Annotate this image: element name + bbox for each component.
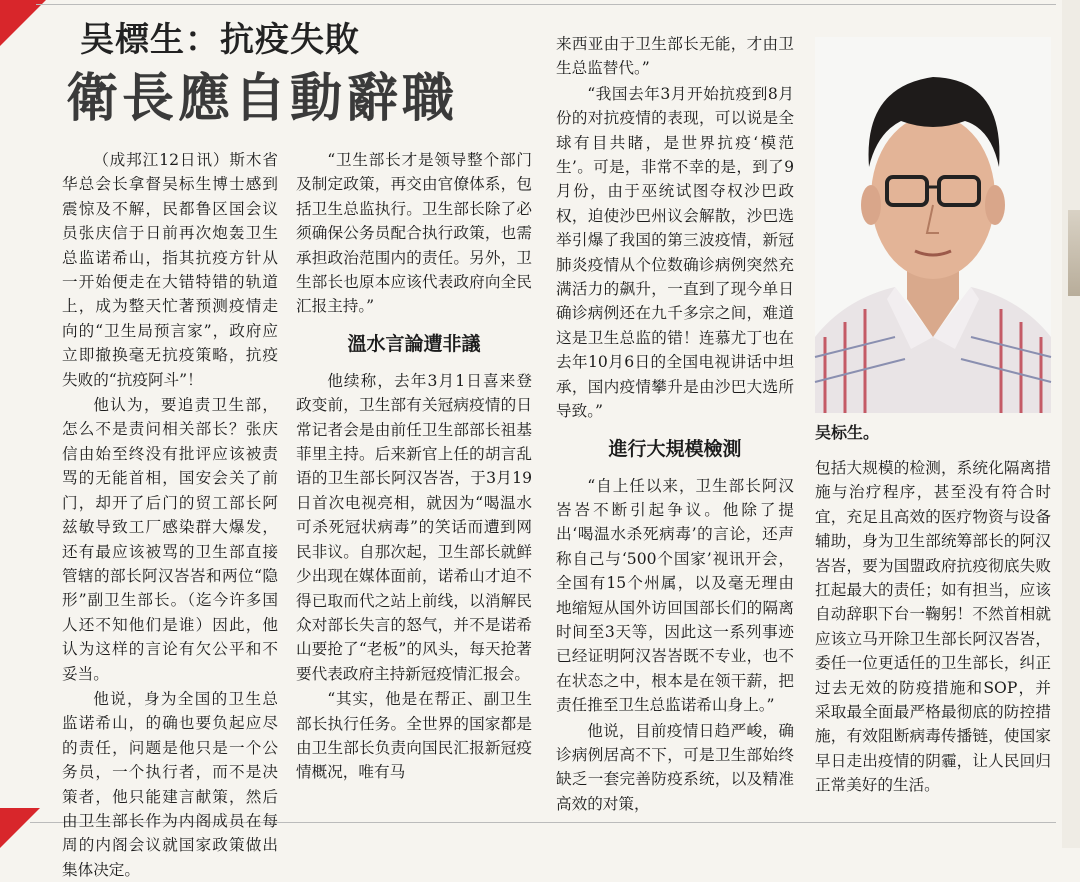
subheading: 進行大規模檢測 bbox=[608, 437, 742, 460]
photo-caption: 吴标生。 bbox=[815, 423, 880, 442]
adjacent-image-edge bbox=[1068, 210, 1080, 296]
paragraph: 他续称，去年3月1日喜来登政变前，卫生部有关冠病疫情的日常记者会是由前任卫生部部长祖基菲里主持。后来新官上任的胡言乱语的卫生部长阿汉峇峇，于3月19日首次电视亮相，就因为“喝温水可杀死冠状病毒”的笑话而遭到网民非议。自那次起，卫生部长就鲜少出现在媒体面前，诺希山才迫不得已取而代之站上前线，以消解民众对部长失言的怒气，并不是诺希山要抢了“老板”的风头，每天抢著要代表政府主持新冠疫情汇报会。 bbox=[296, 371, 532, 683]
headline-line-2: 衛長應自動辭職 bbox=[66, 69, 459, 129]
adjacent-page-edge bbox=[1062, 0, 1080, 848]
paragraph: “其实，他是在帮正、副卫生部长执行任务。全世界的国家都是由卫生部长负责向国民汇报新冠疫情概况，唯有马 bbox=[296, 690, 532, 782]
top-rule bbox=[36, 4, 1056, 5]
subheading: 溫水言論遭非議 bbox=[347, 332, 481, 355]
article-column-3 bbox=[556, 32, 794, 812]
portrait-illustration bbox=[815, 37, 1051, 413]
paragraph: 他说，目前疫情日趋严峻，确诊病例居高不下，可是卫生部始终缺乏一套完善防疫系统，以及精准高效的对策， bbox=[556, 721, 794, 813]
paragraph: 他说，身为全国的卫生总监诺希山，的确也要负起应尽的责任，问题是他只是一个公务员，一个执行者，而不是决策者，他只能建言献策，然后由卫生部长作为内阁成员在每周的内阁会议就国家政策做出集体决定。 bbox=[62, 689, 278, 879]
paragraph-continued: 来西亚由于卫生部长无能，才由卫生总监替代。” bbox=[556, 35, 794, 78]
red-corner-mark-top bbox=[0, 0, 46, 46]
article-column-1 bbox=[62, 148, 278, 879]
paragraph-continued: 包括大规模的检测，系统化隔离措施与治疗程序，甚至没有符合时宜，充足且高效的医疗物资与设备辅助，身为卫生部统筹部长的阿汉峇峇，要为国盟政府抗疫彻底失败扛起最大的责任；如有担当，应该自动辞职下台一鞠躬！不然首相就应该立马开除卫生部长阿汉峇峇，委任一位更适任的卫生部长，纠正过去无效的防疫措施和SOP，并采取最全面最严格最彻底的防控措施，有效阻断病毒传播链，使国家早日走出疫情的阴霾，让人民回归正常美好的生活。 bbox=[815, 459, 1051, 795]
paragraph: “我国去年3月开始抗疫到8月份的对抗疫情的表现，可以说是全球有目共睹，是世界抗疫‘模范生’。可是，非常不幸的是，到了9月份，由于巫统试图夺权沙巴政权，迫使沙巴州议会解散，沙巴选举引爆了我国的第三波疫情，新冠肺炎疫情从个位数确诊病例突然充满活力的飙升，一直到了现今单日确诊病例还在九千多宗之间，难道这是卫生总监的错！连慕尤丁也在去年10月6日的全国电视讲话中坦承，国内疫情攀升是由沙巴大选所导致。” bbox=[556, 84, 794, 421]
red-corner-mark-bottom bbox=[0, 808, 40, 848]
article-column-4 bbox=[815, 456, 1051, 812]
article-column-2 bbox=[296, 148, 532, 812]
paragraph: （成邦江12日讯）斯木省华总会长拿督吴标生博士感到震惊及不解，民都鲁区国会议员张庆信于日前再次炮轰卫生总监诺希山，指其抗疫方针从一开始便走在大错特错的轨道上，成为整天忙著预测疫情走向的“卫生局预言家”，政府应立即撤换毫无抗疫策略，抗疫失败的“抗疫阿斗”！ bbox=[62, 151, 278, 389]
headline-line-1: 吴標生：抗疫失敗 bbox=[80, 20, 360, 60]
paragraph: 他认为，要追责卫生部，怎么不是责问相关部长？张庆信由始至终没有批评应该被责骂的无能首相，国安会关了前门，却开了后门的贸工部长阿兹敏导致工厂感染群大爆发，还有最应该被骂的卫生部直接管辖的部长阿汉峇峇和两位“隐形”副卫生部长。（迄今许多国人还不知他们是谁）因此，他认为这样的言论有欠公平和不妥当。 bbox=[62, 396, 278, 683]
paragraph: “自上任以来，卫生部长阿汉峇峇不断引起争议。他除了提出‘喝温水杀死病毒’的言论，还声称自己与‘500个国家’视讯开会，全国有15个州属，以及毫无理由地缩短从国外访回国部长们的隔离时间至3天等，因此这一系列事迹已经证明阿汉峇峇既不专业，也不在状态之中，根本是在领干薪，把责任推至卫生总监诺希山身上。” bbox=[556, 476, 794, 715]
portrait-photo bbox=[815, 37, 1051, 413]
paragraph: “卫生部长才是领导整个部门及制定政策，再交由官僚体系，包括卫生总监执行。卫生部长除了必须确保公务员配合执行政策，也需承担政治范围内的责任。另外，卫生部长也原本应该代表政府向全民汇报主持。” bbox=[296, 151, 532, 316]
